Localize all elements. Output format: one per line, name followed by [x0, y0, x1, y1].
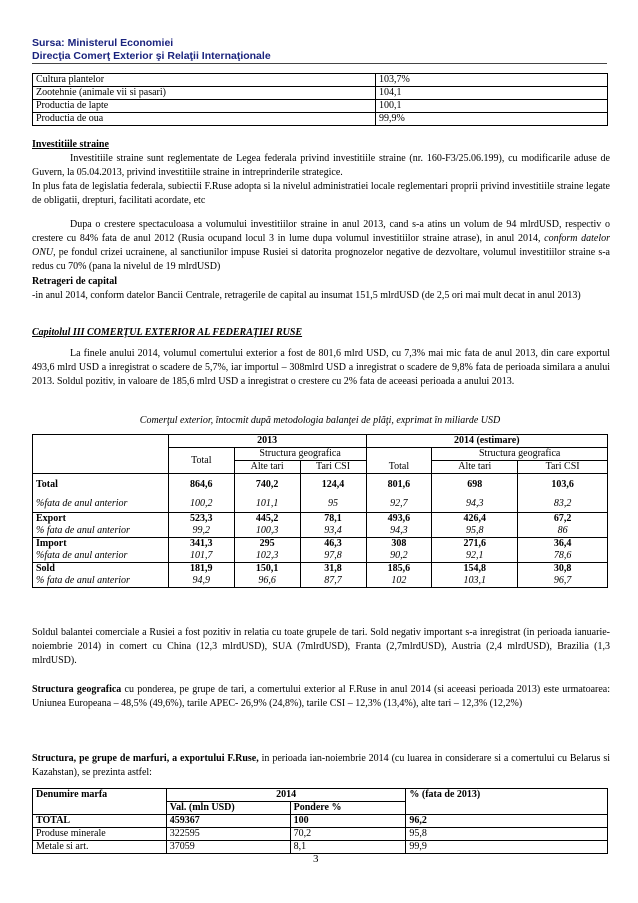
row-label: % fata de anul anterior	[33, 575, 169, 588]
cell-value: 523,3	[168, 513, 234, 526]
cell-value: 46,3	[300, 538, 366, 551]
cell-value: 37059	[166, 841, 290, 854]
geographic-structure-paragraph	[32, 683, 610, 711]
cell-value: 740,2	[234, 474, 300, 497]
section-title: Investitiile straine	[32, 139, 109, 150]
trade-table	[32, 434, 608, 588]
text-span: in perioada ian-noiembrie 2014 (cu luarea in considerare si a comertului cu Belarus si Kazahstan), se prezinta astfel:	[32, 753, 610, 778]
cell-value: 86	[557, 525, 568, 536]
cis-header: Tari CSI	[545, 461, 580, 472]
cell-value: 96,2	[406, 815, 608, 828]
column-header: Val. (mln USD)	[166, 802, 290, 815]
cell-value: 154,8	[432, 563, 518, 576]
agriculture-table	[32, 73, 608, 126]
text-span: conform datelor ONU	[32, 233, 610, 258]
cell-value: 101,7	[168, 550, 234, 563]
row-label: Productia de oua	[33, 113, 376, 126]
cell-value: 95	[300, 496, 366, 513]
cell-value: 94,9	[168, 575, 234, 588]
cell-value: 90,2	[366, 550, 432, 563]
section-title: Retrageri de capital	[32, 276, 117, 287]
text-span: Structura geografica	[32, 684, 122, 695]
row-label: Export	[33, 513, 169, 526]
cell-value: 341,3	[168, 538, 234, 551]
goods-structure-paragraph	[32, 752, 610, 780]
cell-value: 97,8	[300, 550, 366, 563]
text-span: cu ponderea, pe grupe de tari, a comertului exterior al F.Ruse in anul 2014 (si aceeasi perioada 2013) este urmatoarea: Uniunea Europeana – 48,5% (49,6%), tarile APEC- 26,9% (24,8%), tarile CSI – 12,3% (13,4%), alte tari – 12,3% (12,2%)	[32, 684, 610, 709]
cell-value: 92,7	[366, 496, 432, 513]
chapter-section	[32, 326, 610, 389]
cell-value: 95,8	[432, 525, 518, 538]
row-value: 99,9%	[376, 113, 608, 126]
cell-value: 271,6	[432, 538, 518, 551]
row-label: Productia de lapte	[33, 100, 376, 113]
cell-value: 36,4	[553, 538, 572, 549]
cell-value: 185,6	[366, 563, 432, 576]
cell-value: 426,4	[432, 513, 518, 526]
cell-value: 78,1	[300, 513, 366, 526]
cell-value: 94,3	[432, 496, 518, 513]
cell-value: 100	[290, 815, 406, 828]
row-label: %fata de anul anterior	[33, 550, 169, 563]
cell-value: 92,1	[432, 550, 518, 563]
paragraph	[32, 218, 610, 274]
cell-value: 801,6	[366, 474, 432, 497]
cell-value: 698	[432, 474, 518, 497]
source-header	[32, 37, 271, 63]
row-label: Metale si art.	[33, 841, 167, 854]
cell-value: 99,9	[406, 841, 608, 854]
table-caption: Comerţul exterior, întocmit după metodologia balanţei de plăţi, exprimat în miliarde USD	[139, 415, 501, 426]
paragraph: Investitiile straine sunt reglementate de Legea federala privind investitiile straine (nr. 160-F3/25.06.199), cu modificarile aduse de Guvern, la 05.04.2013, privind investitiile straine in intreprinderile strategice.	[32, 153, 610, 178]
department-line: Direcţia Comerţ Exterior şi Relaţii Internaţionale	[32, 50, 271, 62]
year-2013-header: 2013	[168, 435, 366, 448]
cell-value: 100,3	[234, 525, 300, 538]
cell-value: 101,1	[234, 496, 300, 513]
cell-value: 102,3	[234, 550, 300, 563]
row-value: 104,1	[376, 87, 608, 100]
table-row	[33, 74, 608, 87]
row-label: % fata de anul anterior	[33, 525, 169, 538]
table-row	[33, 815, 608, 828]
row-value: 100,1	[376, 100, 608, 113]
cis-header: Tari CSI	[300, 461, 366, 474]
cell-value: 150,1	[234, 563, 300, 576]
cell-value: 322595	[166, 828, 290, 841]
table-row	[33, 87, 608, 100]
table-row	[33, 113, 608, 126]
other-countries-header: Alte tari	[234, 461, 300, 474]
cell-value: 70,2	[290, 828, 406, 841]
capital-withdrawal-section	[32, 275, 610, 303]
table-row	[33, 789, 608, 802]
paragraph: La finele anului 2014, volumul comertului exterior a fost de 801,6 mlrd USD, cu 7,3% mai mic fata de anul 2013, din care exportul 493,6 mlrd USD a inregistrat o scadere de 5,7%, iar importul – 308mlrd USD a inregistrat o scadere de 9,8% fata de perioada similara a anului 2013. Soldul pozitiv, in valoare de 185,6 mlrd USD a inregistrat o crestere cu 2% fata de aceeasi perioada a anului 2013.	[32, 348, 610, 387]
cell-value: 83,2	[553, 498, 572, 509]
table-row	[33, 841, 608, 854]
table-row	[33, 828, 608, 841]
cell-value: 96,7	[553, 575, 572, 586]
cell-value: 181,9	[168, 563, 234, 576]
cell-value: 459367	[166, 815, 290, 828]
row-label: Zootehnie (animale vii si pasari)	[33, 87, 376, 100]
cell-value: 87,7	[300, 575, 366, 588]
structure-header: Structura geografica	[432, 448, 608, 461]
source-line: Sursa: Ministerul Economiei	[32, 37, 174, 49]
total-header: Total	[168, 448, 234, 474]
cell-value: 103,6	[551, 479, 574, 490]
table-row	[33, 100, 608, 113]
header-divider	[32, 63, 607, 64]
page-number: 3	[313, 853, 319, 865]
cell-value: 96,6	[234, 575, 300, 588]
cell-value: 93,4	[300, 525, 366, 538]
row-label: %fata de anul anterior	[33, 496, 169, 513]
cell-value: 308	[366, 538, 432, 551]
other-countries-header: Alte tari	[432, 461, 518, 474]
cell-value: 30,8	[553, 563, 572, 574]
cell-value: 67,2	[553, 513, 572, 524]
column-header: % (fata de 2013)	[406, 789, 608, 815]
cell-value: 445,2	[234, 513, 300, 526]
column-header: Pondere %	[290, 802, 406, 815]
row-value: 103,7%	[376, 74, 608, 87]
column-header: 2014	[166, 789, 406, 802]
cell-value: 493,6	[366, 513, 432, 526]
row-label: TOTAL	[33, 815, 167, 828]
row-label: Total	[33, 474, 169, 497]
cell-value: 103,1	[432, 575, 518, 588]
text-span: , pe fondul crizei ucrainene, al sanctiunilor impuse Rusiei si datorita prognozelor negative de dezvoltare, volumul investitiilor straine s-a redus cu 70% (pana la nivelul de 19 mlrdUSD)	[32, 247, 610, 272]
balance-paragraph: Soldul balantei comerciale a Rusiei a fost pozitiv in relatia cu toate grupele de tari. Sold negativ important s-a inregistrat (in perioada ianuarie-noiembrie 2014) in comert cu China (12,3 mlrdUSD), SUA (7mlrdUSD), Franta (2,7mlrdUSD), Austria (2,4 mlrdUSD), Brazilia (1,3 mlrdUSD).	[32, 627, 610, 666]
cell-value: 864,6	[168, 474, 234, 497]
cell-value: 94,3	[366, 525, 432, 538]
chapter-title: Capitolul III COMERŢUL EXTERIOR AL FEDERAŢIEI RUSE	[32, 327, 303, 338]
cell-value: 95,8	[406, 828, 608, 841]
text-span: Dupa o crestere spectaculoasa a volumului investitiilor straine in anul 2013, cand s-a atins un volum de 94 mlrdUSD, respectiv o crestere cu 84% fata de anul 2012 (Rusia ocupand locul 3 in lume dupa volumul investitiilor straine atrase), in anul 2014,	[32, 219, 610, 244]
cell-value: 295	[234, 538, 300, 551]
structure-header: Structura geografica	[234, 448, 366, 461]
total-header: Total	[366, 448, 432, 474]
text-span: Structura, pe grupe de marfuri, a exportului F.Ruse,	[32, 753, 259, 764]
cell-value: 8,1	[290, 841, 406, 854]
year-2014-header: 2014 (estimare)	[366, 435, 608, 448]
row-label: Produse minerale	[33, 828, 167, 841]
paragraph: -in anul 2014, conform datelor Bancii Centrale, retragerile de capital au insumat 151,5 mlrdUSD (de 2,5 ori mai mult decat in anul 2013)	[32, 290, 581, 301]
row-label: Sold	[33, 563, 169, 576]
cell-value: 99,2	[168, 525, 234, 538]
investments-section	[32, 138, 610, 274]
row-label: Cultura plantelor	[33, 74, 376, 87]
cell-value: 100,2	[168, 496, 234, 513]
cell-value: 78,6	[553, 550, 572, 561]
goods-export-table	[32, 788, 608, 854]
cell-value: 31,8	[300, 563, 366, 576]
paragraph: In plus fata de legislatia federala, subiectii F.Ruse adopta si la nivelul administratiei locale reglementari proprii privind investitiile straine legate de obligatii, drepturi, facilitati acordate, etc	[32, 181, 610, 206]
cell-value: 102	[366, 575, 432, 588]
cell-value: 124,4	[300, 474, 366, 497]
column-header: Denumire marfa	[33, 789, 167, 815]
row-label: Import	[33, 538, 169, 551]
